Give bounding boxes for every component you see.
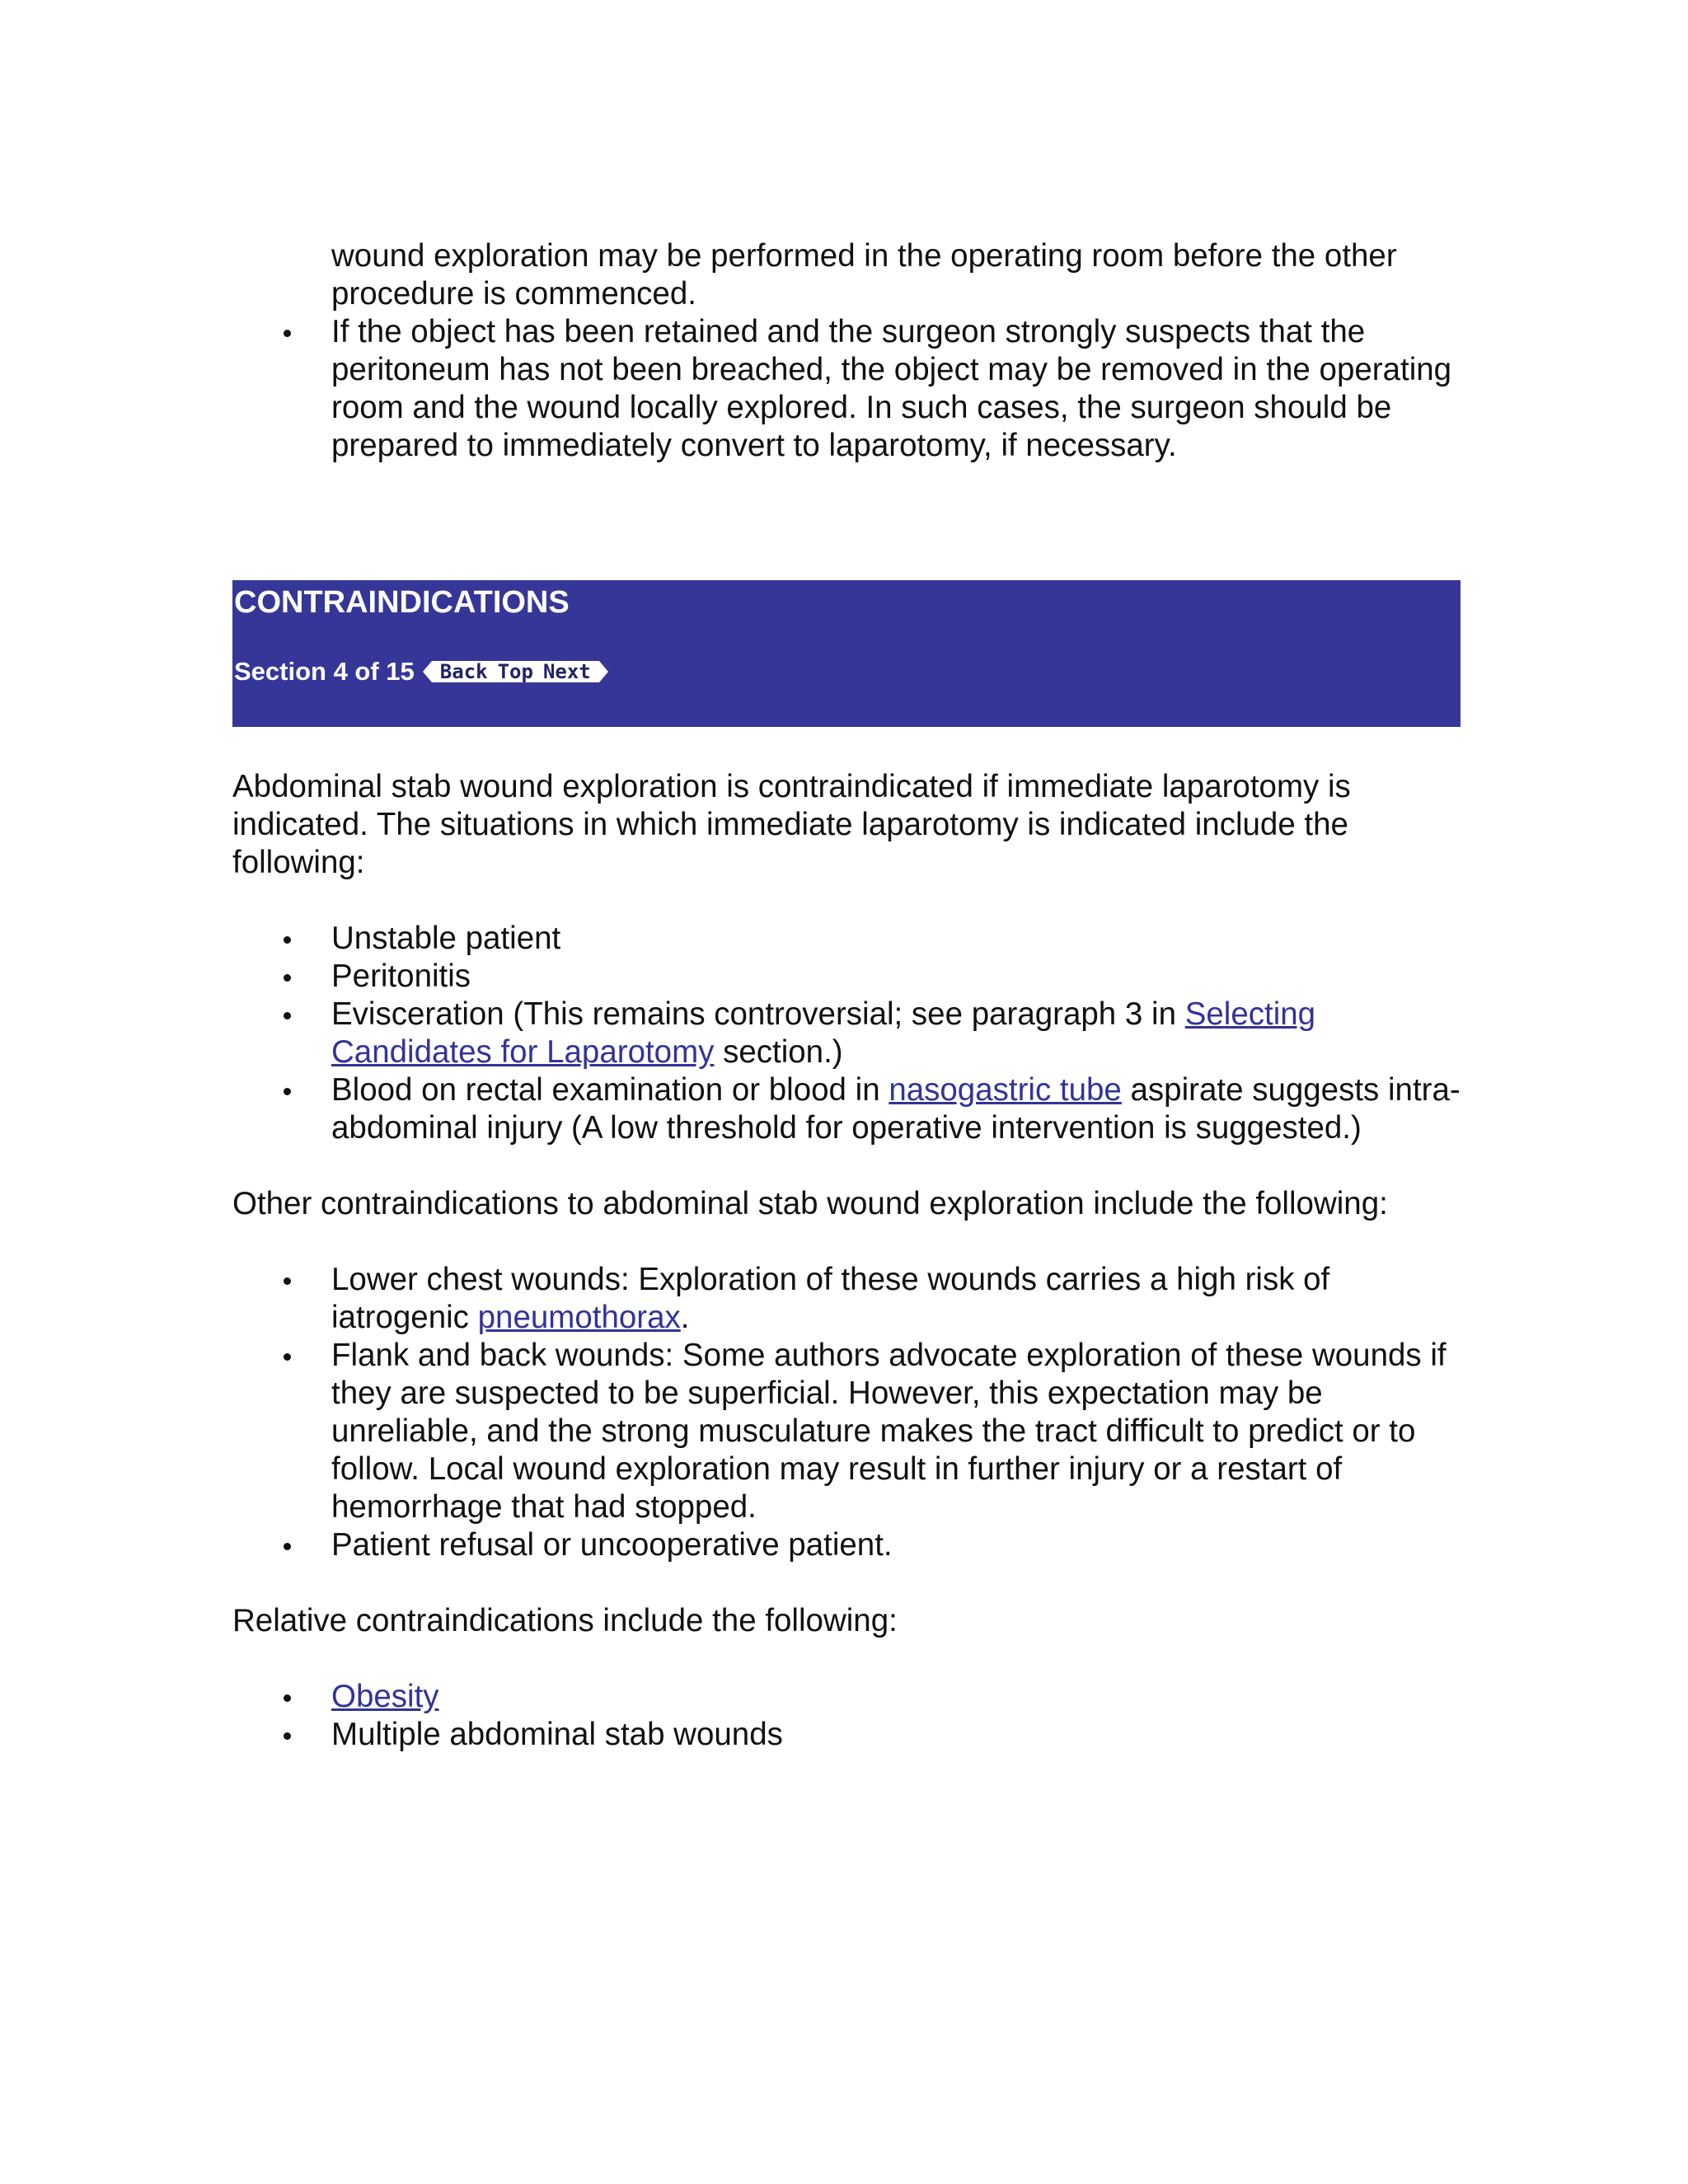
link-pneumothorax[interactable]: pneumothorax [477, 1300, 681, 1335]
relative-contraindications-list [232, 1678, 1461, 1754]
arrow-right-icon[interactable] [599, 661, 608, 682]
paragraph-other-contraindications: Other contraindications to abdominal stab wound exploration include the following: [232, 1186, 1388, 1221]
list-item [232, 996, 1461, 1071]
list-item-text: If the object has been retained and the surgeon strongly suspects that the peritoneum has not been breached, the object may be removed in the operating room and the wound locally explored. In such cases, the surgeon should be prepared to immediately convert to laparotomy, if necessary. [331, 314, 1452, 463]
list-item [232, 1337, 1461, 1526]
back-button[interactable]: Back [439, 660, 488, 683]
list-item-text: section.) [714, 1034, 843, 1070]
other-contraindications-list [232, 1261, 1461, 1564]
list-item [232, 958, 1461, 996]
nav-button-bar [423, 660, 608, 683]
list-item [232, 920, 1461, 958]
intro-list [232, 237, 1461, 465]
list-item [232, 1526, 1461, 1564]
paragraph-contraindicated: Abdominal stab wound exploration is contraindicated if immediate laparotomy is indicated. The situations in which immediate laparotomy is indicated include the following: [232, 769, 1351, 880]
link-nasogastric-tube[interactable]: nasogastric tube [889, 1072, 1122, 1108]
list-item-text: Flank and back wounds: Some authors advocate exploration of these wounds if they are suspected to be superficial. However, this expectation may be unreliable, and the strong musculature makes the tract difficult to predict or to follow. Local wound exploration may result in further injury or a restart of hemorrhage that had stopped. [331, 1338, 1447, 1525]
list-item-continuation [232, 237, 1461, 313]
immediate-laparotomy-list [232, 920, 1461, 1147]
list-item-text: Patient refusal or uncooperative patient. [331, 1527, 893, 1563]
paragraph-relative-contraindications: Relative contraindications include the following: [232, 1603, 898, 1638]
list-item-text: wound exploration may be performed in the operating room before the other procedure is commenced. [331, 238, 1397, 312]
top-button[interactable]: Top [497, 660, 533, 683]
section-banner [232, 580, 1461, 727]
list-item-text: aspirate suggests intra-abdominal injury (A low threshold for operative intervention is suggested.) [331, 1072, 1461, 1146]
list-item [232, 1678, 1461, 1716]
list-item-text: . [680, 1300, 690, 1335]
nav-button-group [432, 661, 599, 682]
section-nav [234, 656, 608, 687]
list-item-text: Evisceration (This remains controversial; see paragraph 3 in [331, 996, 1185, 1032]
section-counter: Section 4 of 15 [234, 657, 415, 686]
link-obesity[interactable]: Obesity [331, 1679, 439, 1714]
document-page [232, 237, 1461, 1754]
list-item-text: Lower chest wounds: Exploration of these wounds carries a high risk of iatrogenic [331, 1262, 1330, 1335]
arrow-left-icon[interactable] [423, 661, 432, 682]
list-item [232, 1716, 1461, 1754]
next-button[interactable]: Next [542, 660, 591, 683]
list-item-text: Unstable patient [331, 921, 561, 956]
section-title: CONTRAINDICATIONS [234, 585, 570, 620]
list-item-text: Multiple abdominal stab wounds [331, 1717, 783, 1752]
list-item-text: Blood on rectal examination or blood in [331, 1072, 889, 1108]
list-item [232, 1071, 1461, 1147]
list-item-text: Peritonitis [331, 958, 471, 994]
list-item [232, 313, 1461, 465]
link-selecting-candidates[interactable]: Selecting Candidates for Laparotomy [331, 996, 1316, 1070]
list-item [232, 1261, 1461, 1337]
